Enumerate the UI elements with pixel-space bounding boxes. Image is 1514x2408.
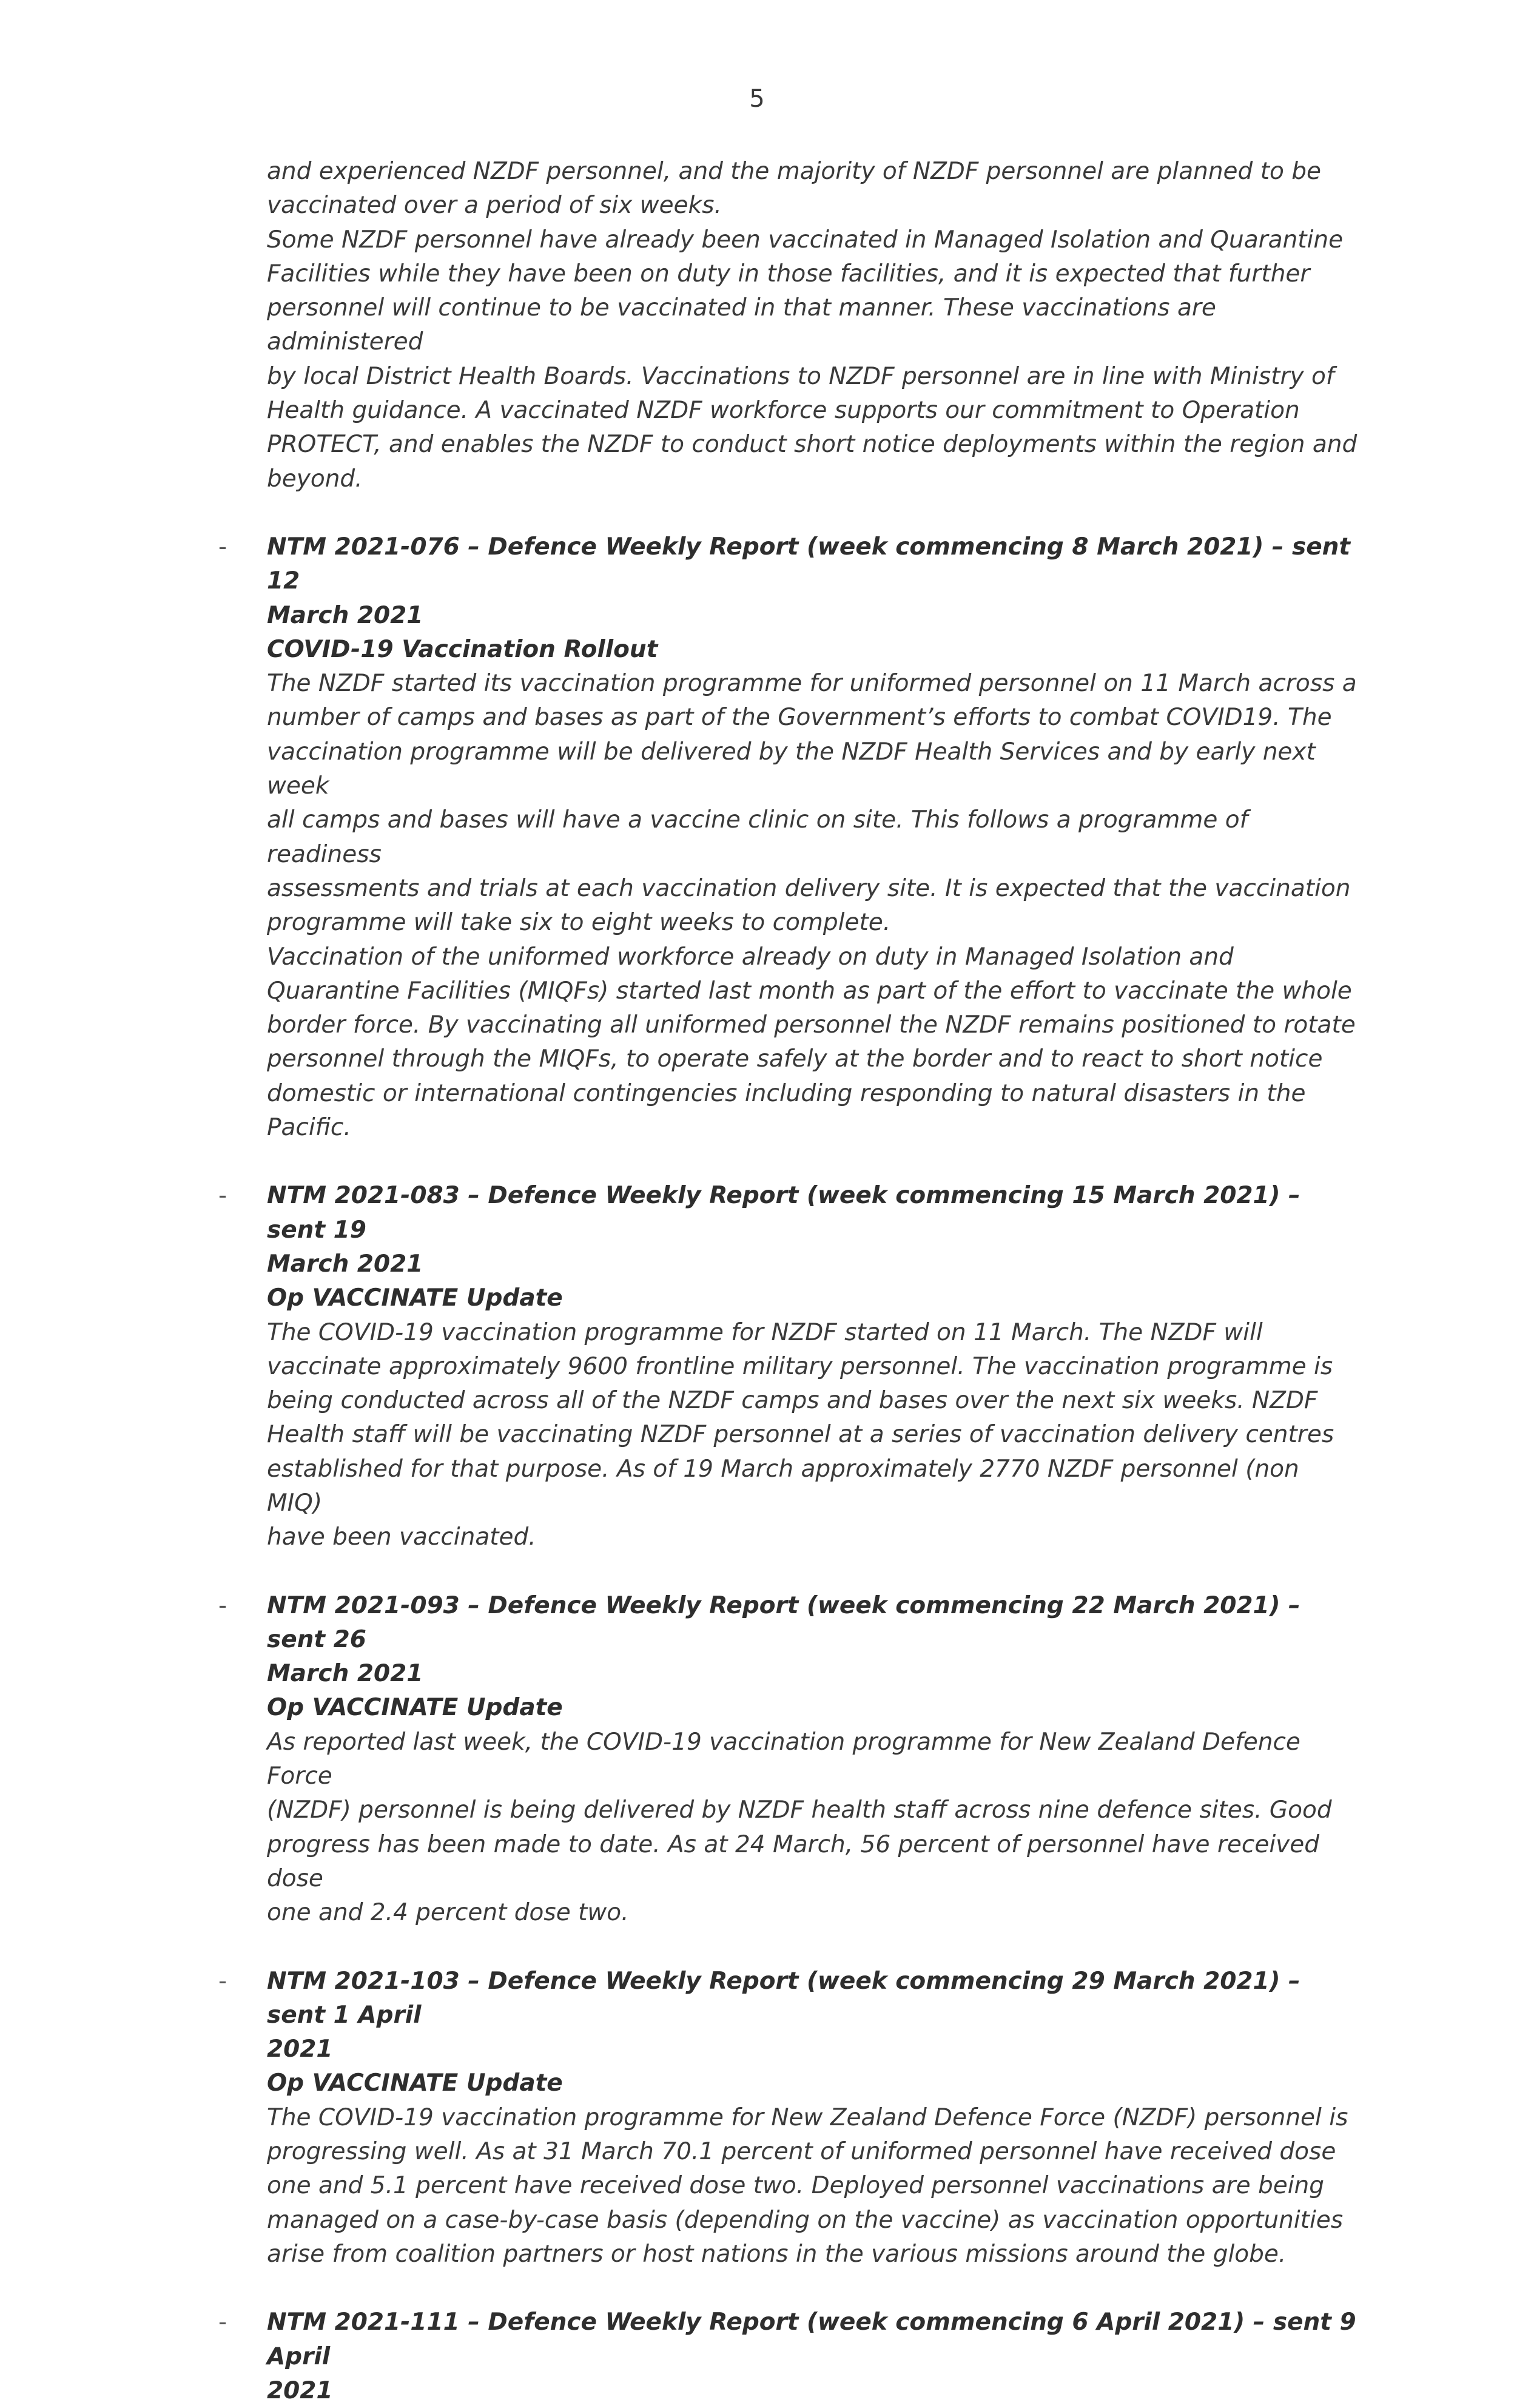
bullet-dash: - — [218, 1591, 227, 1619]
page-number: 5 — [749, 85, 765, 113]
bullet-dash: - — [218, 1967, 227, 1995]
entry-body-line: have been vaccinated. — [267, 1523, 536, 1551]
entry-body-line: Pacific. — [267, 1114, 351, 1142]
entry-body-line: The COVID-19 vaccination programme for New Zealand Defence Force (NZDF) personnel is — [267, 2103, 1348, 2131]
entry-body-line: programme will take six to eight weeks to complete. — [267, 909, 891, 937]
entry-heading: NTM 2021-093 – Defence Weekly Report (week commencing 22 March 2021) – sent 26 — [267, 1591, 1300, 1653]
entry-body-line: Quarantine Facilities (MIQFs) started last month as part of the effort to vaccinate the whole — [267, 977, 1352, 1005]
entry-heading: March 2021 — [267, 601, 423, 629]
report-entry — [218, 1965, 1359, 2272]
bullet-dash: - — [218, 2309, 227, 2336]
entry-heading: NTM 2021-103 – Defence Weekly Report (week commencing 29 March 2021) – sent 1 April — [267, 1967, 1300, 2029]
entry-body-line: vaccinate approximately 9600 frontline military personnel. The vaccination programme is — [267, 1352, 1333, 1380]
entry-heading: NTM 2021-083 – Defence Weekly Report (week commencing 15 March 2021) – sent 19 — [267, 1182, 1300, 1244]
entry-body-line: The COVID-19 vaccination programme for NZDF started on 11 March. The NZDF will — [267, 1318, 1263, 1346]
entry-body-line: domestic or international contingencies including responding to natural disasters in the — [267, 1079, 1306, 1107]
report-entry — [218, 530, 1359, 1145]
entry-body-line: vaccination programme will be delivered by the NZDF Health Services and by early next week — [267, 738, 1316, 800]
report-entry — [218, 2305, 1359, 2408]
entry-subheading: Op VACCINATE Update — [267, 1694, 563, 1722]
entry-body-line: one and 2.4 percent dose two. — [267, 1899, 629, 1927]
intro-line: PROTECT, and enables the NZDF to conduct short notice deployments within the region and — [267, 431, 1358, 459]
bullet-dash: - — [218, 1182, 227, 1210]
report-entry — [218, 1589, 1359, 1931]
intro-line: and experienced NZDF personnel, and the majority of NZDF personnel are planned to be — [267, 158, 1321, 185]
intro-line: by local District Health Boards. Vaccinations to NZDF personnel are in line with Ministry of — [267, 362, 1334, 390]
entry-body-line: arise from coalition partners or host nations in the various missions around the globe. — [267, 2240, 1287, 2268]
intro-paragraph — [267, 155, 1359, 496]
entry-heading: 2021 — [267, 2035, 333, 2063]
document-body — [218, 155, 1359, 2408]
entry-body-line: managed on a case-by-case basis (depending on the vaccine) as vaccination opportunities — [267, 2206, 1344, 2234]
entry-body-line: As reported last week, the COVID-19 vaccination programme for New Zealand Defence Force — [267, 1728, 1300, 1790]
entry-heading: March 2021 — [267, 1660, 423, 1688]
entry-body-line: established for that purpose. As of 19 March approximately 2770 NZDF personnel (non MIQ) — [267, 1455, 1299, 1517]
report-entry — [218, 1179, 1359, 1554]
entry-heading: NTM 2021-076 – Defence Weekly Report (week commencing 8 March 2021) – sent 12 — [267, 533, 1351, 595]
intro-line: vaccinated over a period of six weeks. — [267, 192, 722, 220]
intro-line: Health guidance. A vaccinated NZDF workforce supports our commitment to Operation — [267, 397, 1300, 425]
entry-subheading: Op VACCINATE Update — [267, 1284, 563, 1312]
bullet-dash: - — [218, 533, 227, 561]
entry-body-line: The NZDF started its vaccination programme for uniformed personnel on 11 March across a — [267, 670, 1357, 698]
entry-heading: March 2021 — [267, 1250, 423, 1278]
intro-line: personnel will continue to be vaccinated in that manner. These vaccinations are administered — [267, 294, 1216, 356]
intro-line: Facilities while they have been on duty in those facilities, and it is expected that further — [267, 260, 1310, 288]
entry-subheading: Op VACCINATE Update — [267, 2069, 563, 2097]
entry-body-line: all camps and bases will have a vaccine clinic on site. This follows a programme of readiness — [267, 806, 1248, 868]
entry-body-line: Health staff will be vaccinating NZDF personnel at a series of vaccination delivery centres — [267, 1421, 1334, 1449]
entry-body-line: number of camps and bases as part of the Government’s efforts to combat COVID19. The — [267, 704, 1332, 732]
entry-heading: NTM 2021-111 – Defence Weekly Report (week commencing 6 April 2021) – sent 9 April — [267, 2309, 1356, 2370]
entry-body-line: border force. By vaccinating all uniformed personnel the NZDF remains positioned to rotate — [267, 1011, 1356, 1039]
entry-body-line: (NZDF) personnel is being delivered by NZDF health staff across nine defence sites. Good — [267, 1796, 1332, 1824]
entry-body-line: personnel through the MIQFs, to operate safely at the border and to react to short notice — [267, 1045, 1323, 1073]
entry-body-line: assessments and trials at each vaccination delivery site. It is expected that the vaccination — [267, 874, 1351, 902]
intro-line: beyond. — [267, 465, 363, 493]
entry-body-line: Vaccination of the uniformed workforce already on duty in Managed Isolation and — [267, 943, 1234, 971]
entry-heading: 2021 — [267, 2376, 333, 2404]
entry-body-line: being conducted across all of the NZDF camps and bases over the next six weeks. NZDF — [267, 1387, 1318, 1415]
entry-body-line: progressing well. As at 31 March 70.1 percent of uniformed personnel have received dose — [267, 2138, 1336, 2166]
report-entries — [218, 530, 1359, 2408]
entry-subheading: COVID-19 Vaccination Rollout — [267, 635, 658, 663]
entry-body-line: one and 5.1 percent have received dose two. Deployed personnel vaccinations are being — [267, 2172, 1325, 2200]
intro-line: Some NZDF personnel have already been vaccinated in Managed Isolation and Quarantine — [267, 226, 1344, 254]
entry-body-line: progress has been made to date. As at 24 March, 56 percent of personnel have received dose — [267, 1830, 1320, 1892]
